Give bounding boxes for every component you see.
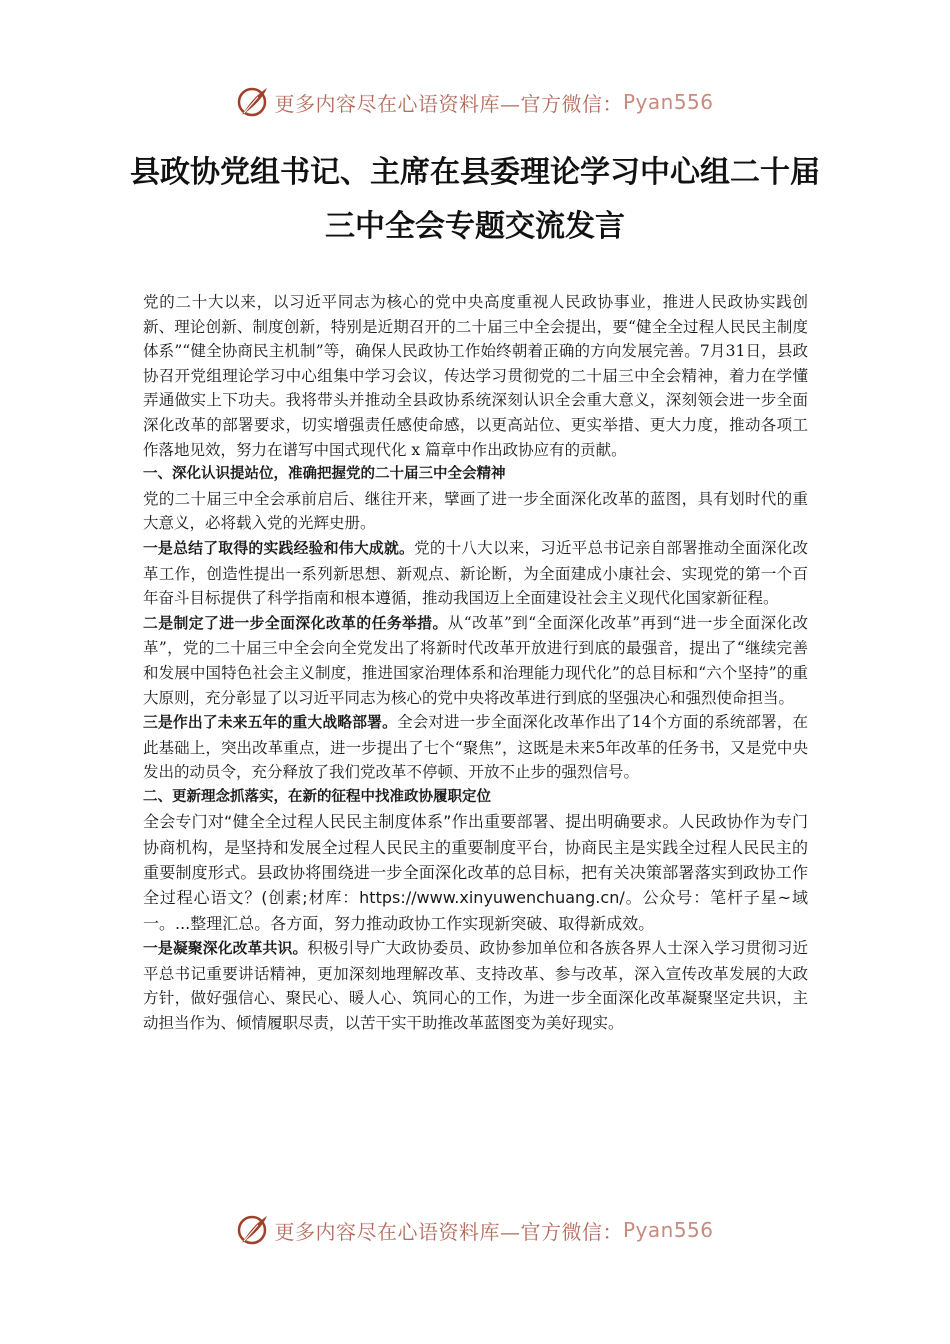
section-1-paragraph: 党的二十届三中全会承前启后、继往开来，擘画了进一步全面深化改革的蓝图，具有划时代的重大意义，必将载入党的光辉史册。 xyxy=(143,489,808,533)
point-4-paragraph xyxy=(143,936,808,1035)
banner-wechat-id: Pyan556 xyxy=(622,1218,714,1242)
point-3-paragraph xyxy=(143,710,808,785)
feather-pen-logo-icon xyxy=(236,85,270,119)
point-1-lead: 一是总结了取得的实践经验和伟大成就。 xyxy=(143,539,415,557)
banner-wechat-id: Pyan556 xyxy=(622,90,714,114)
document-body xyxy=(143,290,808,1035)
point-3-lead: 三是作出了未来五年的重大战略部署。 xyxy=(143,714,398,732)
section-2-heading: 二、更新理念抓落实，在新的征程中找准政协履职定位 xyxy=(143,788,491,805)
point-1-text: 党的十八大以来，习近平总书记亲自部署推动全面深化改革工作，创造性提出一系列新思想、新观点、新论断，为全面建成小康社会、实现党的第一个百年奋斗目标提供了科学指南和根本遵循，推动我国迈上全面建设社会主义现代化国家新征程。 xyxy=(143,538,808,608)
title-line-1: 县政协党组书记、主席在县委理论学习中心组二十届 xyxy=(130,155,820,190)
footer-banner xyxy=(0,1208,950,1252)
title-line-2: 三中全会专题交流发言 xyxy=(325,209,625,244)
point-4-lead: 一是凝聚深化改革共识。 xyxy=(143,939,308,957)
point-2-lead: 二是制定了进一步全面深化改革的任务举措。 xyxy=(143,614,448,632)
point-4-text: 积极引导广大政协委员、政协参加单位和各族各界人士深入学习贯彻习近平总书记重要讲话精神，更加深刻地理解改革、支持改革、参与改革，深入宣传改革发展的大政方针，做好强信心、聚民心、暖人心、筑同心的工作，为进一步全面深化改革凝聚坚定共识，主动担当作为、倾情履职尽责，以苦干实干助推改革蓝图变为美好现实。 xyxy=(143,938,808,1032)
banner-text: 更多内容尽在心语资料库—官方微信： xyxy=(274,91,623,116)
point-2-paragraph xyxy=(143,611,808,710)
point-3-text: 全会对进一步全面深化改革作出了14个方面的系统部署，在此基础上，突出改革重点，进一步提出了七个“聚焦”，这既是未来5年改革的任务书，又是党中央发出的动员令，充分释放了我们党改革不停顿、开放不止步的强烈信号。 xyxy=(143,713,808,782)
section-1-heading: 一、深化认识提站位，准确把握党的二十届三中全会精神 xyxy=(143,466,506,483)
feather-pen-logo-icon xyxy=(236,1213,270,1247)
header-banner xyxy=(0,80,950,124)
banner-text: 更多内容尽在心语资料库—官方微信： xyxy=(274,1219,623,1244)
point-1-paragraph xyxy=(143,536,808,611)
section-2-paragraph: 全会专门对“健全全过程人民民主制度体系”作出重要部署、提出明确要求。人民政协作为专门协商机构，是坚持和发展全过程人民民主的重要制度平台，协商民主是实践全过程人民民主的重要制度形式。县政协将围绕进一步全面深化改革的总目标，把有关决策部署落实到政协工作全过程心语文？(创素;材库：https://www.xinyuwenchuang.cn/。公众号：笔杆子星~域一。...整理汇总。各方面，努力推动政协工作实现新突破、取得新成效。 xyxy=(143,812,808,933)
point-2-text: 从“改革”到“全面深化改革”再到“进一步全面深化改革”，党的二十届三中全会向全党发出了将新时代改革开放进行到底的最强音，提出了“继续完善和发展中国特色社会主义制度，推进国家治理体系和治理能力现代化”的总目标和“六个坚持”的重大原则，充分彰显了以习近平同志为核心的党中央将改革进行到底的坚强决心和强烈使命担当。 xyxy=(143,613,808,707)
document-title xyxy=(120,146,830,254)
intro-paragraph: 党的二十大以来，以习近平同志为核心的党中央高度重视人民政协事业，推进人民政协实践创新、理论创新、制度创新，特别是近期召开的二十届三中全会提出，要“健全全过程人民民主制度体系”“健全协商民主机制”等，确保人民政协工作始终朝着正确的方向发展完善。7月31日，县政协召开党组理论学习中心组集中学习会议，传达学习贯彻党的二十届三中全会精神，着力在学懂弄通做实上下功夫。我将带头并推动全县政协系统深刻认识全会重大意义，深刻领会进一步全面深化改革的部署要求，切实增强责任感使命感，以更高站位、更实举措、更大力度，推动各项工作落地见效，努力在谱写中国式现代化 x 篇章中作出政协应有的贡献。 xyxy=(143,293,808,459)
